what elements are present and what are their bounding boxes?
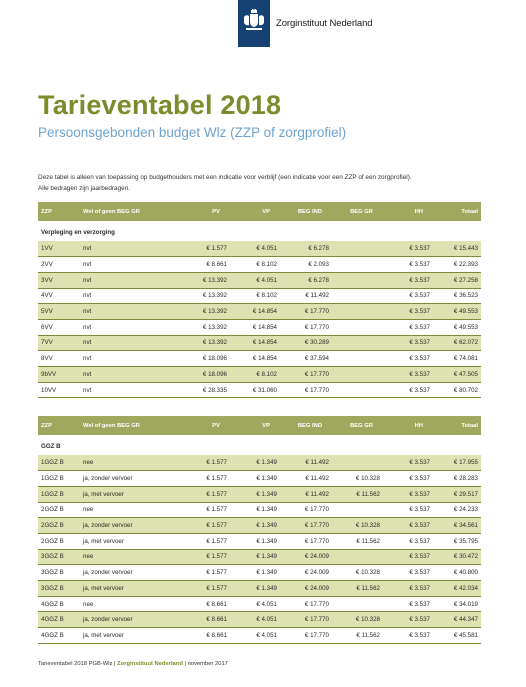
cell-totaal: € 36.523 (433, 288, 481, 304)
cell-beg-ind: € 17.770 (280, 612, 332, 628)
cell-pv: € 13.392 (170, 319, 230, 335)
cell-pv: € 13.392 (170, 335, 230, 351)
cell-vp: € 31.060 (230, 382, 280, 398)
cell-vp: € 1.349 (230, 533, 280, 549)
cell-pv: € 1.577 (170, 518, 230, 534)
cell-totaal: € 44.347 (433, 612, 481, 628)
table-header-row (38, 416, 481, 435)
table-row (38, 382, 481, 398)
table-row (38, 628, 481, 644)
cell-beg-gr: € 11.562 (332, 533, 383, 549)
cell-beg-gr (332, 549, 383, 565)
cell-beg-ind: € 17.770 (280, 367, 332, 383)
cell-zzp: 2GGZ B (38, 502, 80, 518)
cell-vp: € 8.102 (230, 367, 280, 383)
cell-beg-gr: € 11.562 (332, 628, 383, 644)
cell-beg-gr-choice: nvt (80, 241, 170, 257)
cell-beg-gr-choice: nee (80, 502, 170, 518)
coat-of-arms-icon (243, 9, 265, 33)
cell-hh: € 3.537 (383, 335, 433, 351)
cell-pv: € 1.577 (170, 486, 230, 502)
cell-totaal: € 27.258 (433, 272, 481, 288)
cell-beg-gr (332, 351, 383, 367)
table-row (38, 319, 481, 335)
cell-totaal: € 24.233 (433, 502, 481, 518)
cell-beg-ind: € 2.093 (280, 257, 332, 273)
cell-vp: € 4.051 (230, 241, 280, 257)
table-row (38, 272, 481, 288)
cell-zzp: 9bVV (38, 367, 80, 383)
cell-beg-gr (332, 502, 383, 518)
cell-beg-gr (332, 288, 383, 304)
cell-beg-gr (332, 455, 383, 471)
page-title: Tarieventabel 2018 (38, 90, 282, 120)
cell-hh: € 3.537 (383, 455, 433, 471)
cell-totaal: € 29.517 (433, 486, 481, 502)
footer-brand: Zorginstituut Nederland (117, 661, 183, 667)
cell-zzp: 1GGZ B (38, 455, 80, 471)
col-header-vp: VP (262, 208, 270, 215)
cell-vp: € 14.854 (230, 335, 280, 351)
cell-zzp: 7VV (38, 335, 80, 351)
col-header-zzp: ZZP (41, 422, 52, 429)
cell-hh: € 3.537 (383, 319, 433, 335)
col-header-beg-gr: BEG GR (350, 208, 373, 215)
cell-pv: € 18.096 (170, 351, 230, 367)
cell-vp: € 1.349 (230, 471, 280, 487)
cell-zzp: 4GGZ B (38, 596, 80, 612)
cell-beg-gr (332, 319, 383, 335)
cell-vp: € 4.051 (230, 596, 280, 612)
cell-zzp: 1GGZ B (38, 471, 80, 487)
cell-beg-ind: € 17.770 (280, 596, 332, 612)
cell-zzp: 3GGZ B (38, 565, 80, 581)
cell-beg-gr-choice: ja, zonder vervoer (80, 612, 170, 628)
cell-hh: € 3.537 (383, 367, 433, 383)
cell-beg-ind: € 11.492 (280, 288, 332, 304)
cell-beg-gr-choice: ja, met vervoer (80, 581, 170, 597)
cell-pv: € 1.577 (170, 455, 230, 471)
cell-hh: € 3.537 (383, 612, 433, 628)
col-header-beg-gr-choice: Wel of geen BEG GR (83, 422, 140, 429)
cell-vp: € 8.102 (230, 288, 280, 304)
col-header-hh: HH (414, 208, 423, 215)
cell-totaal: € 15.443 (433, 241, 481, 257)
cell-zzp: 4GGZ B (38, 612, 80, 628)
cell-pv: € 1.577 (170, 565, 230, 581)
cell-totaal: € 47.505 (433, 367, 481, 383)
table-row (38, 288, 481, 304)
table-header-row (38, 202, 481, 221)
cell-beg-gr (332, 596, 383, 612)
cell-zzp: 8VV (38, 351, 80, 367)
cell-beg-gr-choice: ja, zonder vervoer (80, 565, 170, 581)
cell-beg-ind: € 17.770 (280, 304, 332, 320)
cell-vp: € 14.854 (230, 351, 280, 367)
cell-totaal: € 34.561 (433, 518, 481, 534)
cell-zzp: 6VV (38, 319, 80, 335)
cell-beg-ind: € 17.770 (280, 319, 332, 335)
cell-beg-ind: € 17.770 (280, 502, 332, 518)
intro-line: Alle bedragen zijn jaarbedragen. (38, 185, 131, 192)
cell-pv: € 1.577 (170, 581, 230, 597)
cell-hh: € 3.537 (383, 549, 433, 565)
cell-hh: € 3.537 (383, 241, 433, 257)
cell-zzp: 5VV (38, 304, 80, 320)
cell-zzp: 2GGZ B (38, 518, 80, 534)
cell-vp: € 4.051 (230, 612, 280, 628)
cell-hh: € 3.537 (383, 382, 433, 398)
cell-totaal: € 17.955 (433, 455, 481, 471)
cell-beg-gr-choice: nvt (80, 288, 170, 304)
cell-hh: € 3.537 (383, 257, 433, 273)
cell-pv: € 13.392 (170, 288, 230, 304)
cell-pv: € 1.577 (170, 502, 230, 518)
col-header-beg-ind: BEG IND (297, 208, 322, 215)
cell-beg-gr (332, 335, 383, 351)
cell-hh: € 3.537 (383, 272, 433, 288)
cell-beg-gr-choice: nee (80, 549, 170, 565)
table-row (38, 241, 481, 257)
table-row (38, 351, 481, 367)
cell-pv: € 1.577 (170, 533, 230, 549)
cell-beg-gr-choice: nvt (80, 367, 170, 383)
cell-zzp: 4GGZ B (38, 628, 80, 644)
cell-totaal: € 45.581 (433, 628, 481, 644)
cell-beg-gr: € 10.328 (332, 518, 383, 534)
cell-beg-gr: € 10.328 (332, 471, 383, 487)
cell-zzp: 1GGZ B (38, 486, 80, 502)
cell-pv: € 8.661 (170, 628, 230, 644)
cell-beg-ind: € 11.492 (280, 471, 332, 487)
table-row (38, 486, 481, 502)
cell-beg-ind: € 6.278 (280, 241, 332, 257)
col-header-beg-ind: BEG IND (297, 422, 322, 429)
cell-vp: € 4.051 (230, 628, 280, 644)
cell-beg-ind: € 6.278 (280, 272, 332, 288)
cell-vp: € 1.349 (230, 486, 280, 502)
intro-text (38, 172, 488, 194)
cell-beg-gr (332, 241, 383, 257)
cell-hh: € 3.537 (383, 502, 433, 518)
cell-vp: € 1.349 (230, 518, 280, 534)
table-row (38, 518, 481, 534)
cell-hh: € 3.537 (383, 518, 433, 534)
cell-pv: € 28.335 (170, 382, 230, 398)
cell-hh: € 3.537 (383, 351, 433, 367)
col-header-hh: HH (414, 422, 423, 429)
cell-totaal: € 62.072 (433, 335, 481, 351)
cell-beg-gr-choice: ja, met vervoer (80, 628, 170, 644)
cell-hh: € 3.537 (383, 596, 433, 612)
cell-totaal: € 22.393 (433, 257, 481, 273)
cell-beg-gr: € 10.328 (332, 612, 383, 628)
table-row (38, 455, 481, 471)
cell-beg-gr-choice: nvt (80, 304, 170, 320)
cell-beg-ind: € 11.492 (280, 486, 332, 502)
cell-beg-ind: € 24.009 (280, 549, 332, 565)
cell-beg-gr-choice: nvt (80, 257, 170, 273)
cell-pv: € 1.577 (170, 549, 230, 565)
footer-date: | november 2017 (184, 661, 228, 667)
table-row (38, 612, 481, 628)
table-row (38, 533, 481, 549)
cell-vp: € 14.854 (230, 319, 280, 335)
cell-zzp: 3GGZ B (38, 581, 80, 597)
cell-pv: € 13.392 (170, 272, 230, 288)
col-header-zzp: ZZP (41, 208, 52, 215)
cell-beg-gr: € 10.328 (332, 565, 383, 581)
cell-beg-gr (332, 257, 383, 273)
cell-pv: € 8.661 (170, 596, 230, 612)
cell-hh: € 3.537 (383, 288, 433, 304)
table-row (38, 367, 481, 383)
cell-totaal: € 30.472 (433, 549, 481, 565)
cell-beg-gr (332, 367, 383, 383)
col-header-vp: VP (262, 422, 270, 429)
cell-beg-gr-choice: nee (80, 596, 170, 612)
cell-beg-ind: € 30.289 (280, 335, 332, 351)
table-row (38, 335, 481, 351)
cell-pv: € 1.577 (170, 471, 230, 487)
col-header-totaal: Totaal (461, 422, 478, 429)
cell-totaal: € 28.283 (433, 471, 481, 487)
cell-vp: € 1.349 (230, 455, 280, 471)
cell-beg-gr-choice: ja, met vervoer (80, 486, 170, 502)
cell-beg-gr-choice: nvt (80, 351, 170, 367)
cell-totaal: € 49.553 (433, 304, 481, 320)
table-row (38, 304, 481, 320)
cell-pv: € 8.661 (170, 257, 230, 273)
cell-vp: € 1.349 (230, 565, 280, 581)
tariff-table-vv (38, 202, 481, 398)
cell-hh: € 3.537 (383, 471, 433, 487)
cell-hh: € 3.537 (383, 533, 433, 549)
table-row (38, 565, 481, 581)
cell-beg-ind: € 24.009 (280, 565, 332, 581)
section-label: Verpleging en verzorging (41, 229, 115, 236)
cell-vp: € 4.051 (230, 272, 280, 288)
cell-beg-gr-choice: ja, zonder vervoer (80, 471, 170, 487)
table-row (38, 581, 481, 597)
col-header-pv: PV (212, 208, 220, 215)
cell-zzp: 3VV (38, 272, 80, 288)
cell-beg-gr (332, 304, 383, 320)
cell-zzp: 10VV (38, 382, 80, 398)
cell-beg-gr: € 11.562 (332, 581, 383, 597)
cell-vp: € 1.349 (230, 549, 280, 565)
cell-zzp: 3GGZ B (38, 549, 80, 565)
cell-beg-ind: € 17.770 (280, 518, 332, 534)
footer-doc-ref: Tarieventabel 2018 PGB-Wlz | (38, 661, 116, 667)
cell-beg-gr-choice: nvt (80, 272, 170, 288)
cell-pv: € 8.661 (170, 612, 230, 628)
cell-beg-ind: € 24.009 (280, 581, 332, 597)
tariff-table-ggz-b (38, 416, 481, 644)
org-name: Zorginstituut Nederland (276, 18, 373, 29)
cell-totaal: € 42.034 (433, 581, 481, 597)
cell-beg-gr-choice: ja, met vervoer (80, 533, 170, 549)
cell-beg-gr: € 11.562 (332, 486, 383, 502)
cell-beg-ind: € 11.492 (280, 455, 332, 471)
section-label: GGZ B (41, 443, 61, 450)
cell-zzp: 2VV (38, 257, 80, 273)
col-header-beg-gr: BEG GR (350, 422, 373, 429)
cell-beg-gr-choice: nee (80, 455, 170, 471)
table-row (38, 257, 481, 273)
cell-pv: € 18.096 (170, 367, 230, 383)
cell-hh: € 3.537 (383, 304, 433, 320)
table-row (38, 502, 481, 518)
cell-beg-ind: € 37.594 (280, 351, 332, 367)
cell-zzp: 4VV (38, 288, 80, 304)
cell-vp: € 14.854 (230, 304, 280, 320)
cell-hh: € 3.537 (383, 581, 433, 597)
cell-zzp: 1VV (38, 241, 80, 257)
cell-beg-ind: € 17.770 (280, 628, 332, 644)
cell-beg-gr (332, 382, 383, 398)
cell-totaal: € 35.795 (433, 533, 481, 549)
section-row (38, 435, 481, 455)
cell-totaal: € 40.800 (433, 565, 481, 581)
col-header-totaal: Totaal (461, 208, 478, 215)
table-body-ggz-b (38, 435, 481, 643)
cell-pv: € 1.577 (170, 241, 230, 257)
cell-totaal: € 34.019 (433, 596, 481, 612)
cell-hh: € 3.537 (383, 628, 433, 644)
cell-hh: € 3.537 (383, 486, 433, 502)
section-row (38, 221, 481, 241)
cell-beg-gr (332, 272, 383, 288)
cell-beg-gr-choice: nvt (80, 382, 170, 398)
table-body-vv (38, 221, 481, 398)
cell-totaal: € 49.553 (433, 319, 481, 335)
cell-beg-ind: € 17.770 (280, 382, 332, 398)
page-footer (38, 661, 228, 667)
cell-beg-ind: € 17.770 (280, 533, 332, 549)
cell-beg-gr-choice: nvt (80, 335, 170, 351)
cell-vp: € 1.349 (230, 502, 280, 518)
cell-hh: € 3.537 (383, 565, 433, 581)
cell-beg-gr-choice: ja, zonder vervoer (80, 518, 170, 534)
cell-vp: € 1.349 (230, 581, 280, 597)
cell-totaal: € 74.081 (433, 351, 481, 367)
cell-zzp: 2GGZ B (38, 533, 80, 549)
rijksoverheid-logo (238, 0, 270, 47)
page-subtitle: Persoonsgebonden budget Wlz (ZZP of zorgprofiel) (38, 125, 347, 140)
table-row (38, 549, 481, 565)
table-row (38, 596, 481, 612)
col-header-beg-gr-choice: Wel of geen BEG GR (83, 208, 140, 215)
intro-line: Deze tabel is alleen van toepassing op budgethouders met een indicatie voor verblijf (een indicatie voor een ZZP of een zorgprofiel). (38, 174, 412, 181)
cell-pv: € 13.392 (170, 304, 230, 320)
cell-totaal: € 80.702 (433, 382, 481, 398)
table-row (38, 471, 481, 487)
cell-vp: € 8.102 (230, 257, 280, 273)
col-header-pv: PV (212, 422, 220, 429)
cell-beg-gr-choice: nvt (80, 319, 170, 335)
